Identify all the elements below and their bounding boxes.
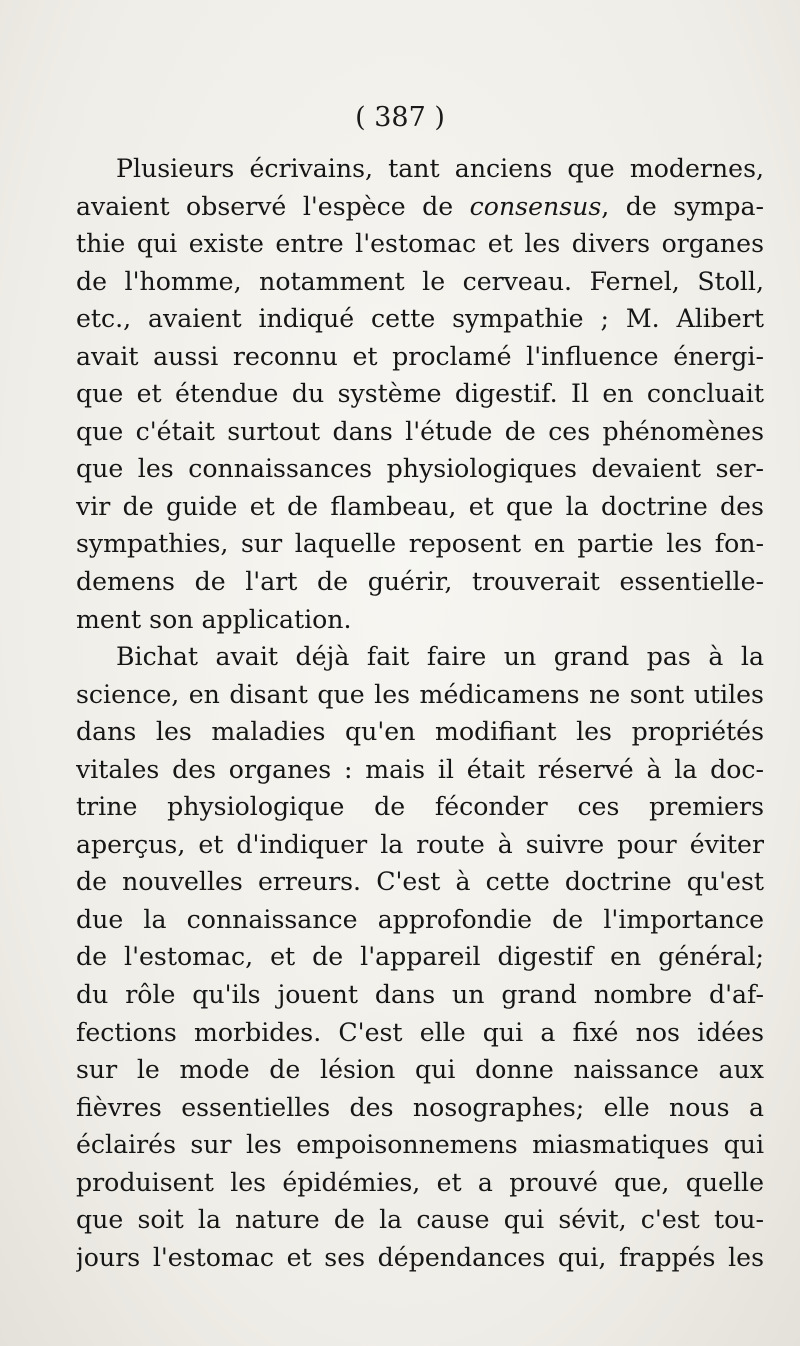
text-line: du rôle qu'ils jouent dans un grand nombre d'af- (76, 980, 764, 1010)
text-line: Plusieurs écrivains, tant anciens que modernes, (116, 154, 764, 183)
paragraph-2 (76, 638, 764, 1276)
italic-word: consensus (469, 191, 602, 221)
text-line: sympathies, sur laquelle reposent en partie les fon- (76, 529, 764, 559)
text-line: thie qui existe entre l'estomac et les divers organes (76, 229, 764, 259)
text-line: aperçus, et d'indiquer la route à suivre pour éviter (76, 829, 764, 859)
text-line: de nouvelles erreurs. C'est à cette doctrine qu'est (76, 867, 764, 897)
text-line: que et étendue du système digestif. Il en concluait (76, 379, 764, 409)
text-line: ment son application. (76, 604, 352, 634)
body-text (76, 150, 764, 1276)
text-line: de l'homme, notamment le cerveau. Fernel, Stoll, (76, 266, 764, 296)
text-line: sur le mode de lésion qui donne naissance aux (76, 1055, 764, 1085)
text-line: due la connaissance approfondie de l'importance (76, 904, 764, 934)
text-line: fièvres essentielles des nosographes; elle nous a (76, 1092, 764, 1122)
text-line: éclairés sur les empoisonnemens miasmatiques qui (76, 1130, 764, 1160)
text-line: de l'estomac, et de l'appareil digestif en général; (76, 942, 764, 972)
text-line: dans les maladies qu'en modifiant les propriétés (76, 717, 764, 747)
text-line: produisent les épidémies, et a prouvé que, quelle (76, 1167, 764, 1197)
text-line: jours l'estomac et ses dépendances qui, frappés les (76, 1242, 764, 1272)
text-line: etc., avaient indiqué cette sympathie ; M. Alibert (76, 304, 764, 334)
text-line: vir de guide et de flambeau, et que la doctrine des (76, 491, 764, 521)
text-line: que soit la nature de la cause qui sévit, c'est tou- (76, 1205, 764, 1235)
text-line: avait aussi reconnu et proclamé l'influence énergi- (76, 341, 764, 371)
text-line: vitales des organes : mais il était réservé à la doc- (76, 754, 764, 784)
page-number: ( 387 ) (355, 102, 445, 133)
text-line: demens de l'art de guérir, trouverait essentielle- (76, 567, 764, 597)
text-line: science, en disant que les médicamens ne sont utiles (76, 679, 764, 709)
paragraph-1 (76, 150, 764, 638)
text-line-with-italic: avaient observé l'espèce de consensus, de sympa- (76, 191, 764, 221)
text-line: trine physiologique de féconder ces premiers (76, 792, 764, 822)
text-line: fections morbides. C'est elle qui a fixé nos idées (76, 1017, 764, 1047)
text-line: Bichat avait déjà fait faire un grand pas à la (116, 642, 764, 672)
text-line: que c'était surtout dans l'étude de ces phénomènes (76, 416, 764, 446)
text-line: que les connaissances physiologiques devaient ser- (76, 454, 764, 484)
